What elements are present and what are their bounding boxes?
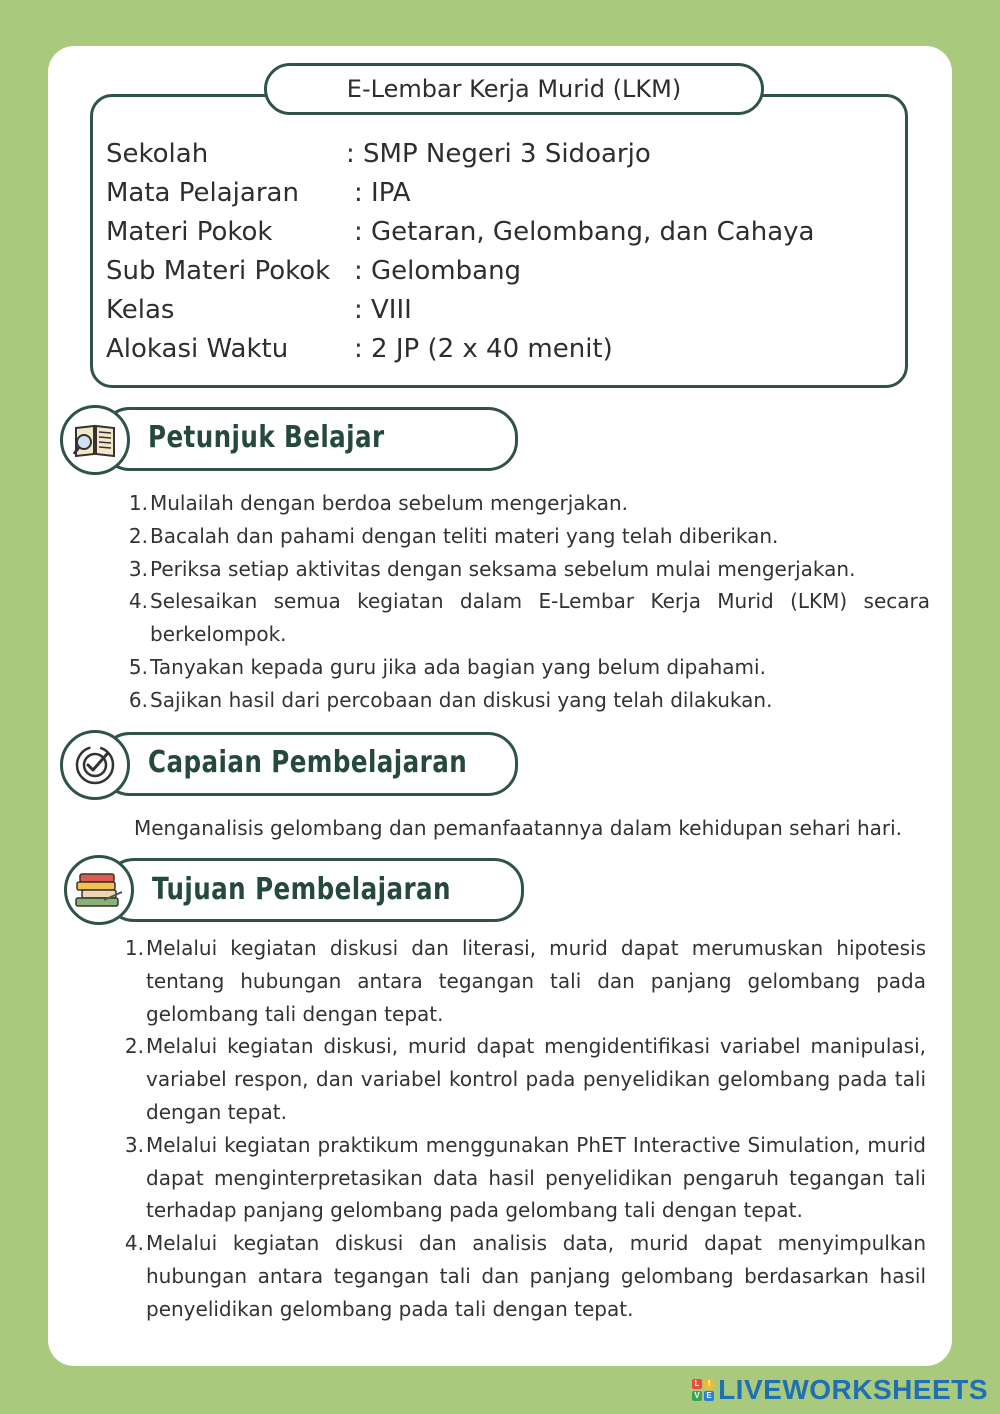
info-value: : 2 JP (2 x 40 menit) — [354, 334, 613, 364]
info-value: : IPA — [354, 178, 411, 208]
tujuan-list — [120, 932, 926, 1326]
capaian-text: Menganalisis gelombang dan pemanfaatannya dalam kehidupan sehari hari. — [134, 816, 903, 840]
logo-letter-l: L — [692, 1379, 702, 1389]
list-item-text: Bacalah dan pahami dengan teliti materi yang telah diberikan. — [150, 523, 779, 548]
info-value: : VIII — [354, 295, 412, 325]
info-value: : Gelombang — [354, 256, 522, 286]
list-item-number: 5. — [128, 654, 148, 679]
list-item — [124, 553, 930, 586]
info-row-kelas — [106, 292, 886, 331]
liveworksheets-brand[interactable] — [692, 1374, 988, 1406]
list-item-number: 1. — [124, 936, 144, 960]
list-item-text: Melalui kegiatan praktikum menggunakan PhET Interactive Simulation, murid dapat menginterpretasikan data hasil penyelidikan pengaruh tegangan tali terhadap panjang gelombang pada gelombang tali dengan tepat. — [146, 1132, 926, 1223]
list-item-text: Periksa setiap aktivitas dengan seksama sebelum mulai mengerjakan. — [150, 556, 856, 581]
worksheet-title — [264, 63, 764, 115]
logo-letter-e: E — [704, 1391, 714, 1401]
petunjuk-icon-circle — [60, 405, 130, 475]
info-row-sekolah — [106, 136, 886, 175]
list-item-number: 3. — [124, 1132, 144, 1157]
petunjuk-title: Petunjuk Belajar — [148, 420, 385, 455]
target-check-icon — [73, 743, 117, 787]
list-item-number: 2. — [124, 1034, 144, 1059]
info-label: Kelas — [106, 295, 175, 325]
info-row-sub-materi-pokok — [106, 253, 886, 292]
list-item-text: Sajikan hasil dari percobaan dan diskusi yang telah dilakukan. — [150, 687, 773, 712]
list-item-text: Selesaikan semua kegiatan dalam E-Lembar Kerja Murid (LKM) secara berkelompok. — [150, 589, 930, 647]
info-row-mata-pelajaran — [106, 175, 886, 214]
list-item-text: Melalui kegiatan diskusi, murid dapat mengidentifikasi variabel manipulasi, variabel respon, dan variabel kontrol pada penyelidikan gelombang pada tali dengan tepat. — [146, 1034, 926, 1124]
liveworksheets-logo-icon — [692, 1379, 714, 1401]
list-item — [124, 585, 930, 651]
list-item — [120, 932, 926, 1030]
list-item-number: 6. — [128, 687, 148, 712]
info-label: Mata Pelajaran — [106, 178, 299, 208]
worksheet-title-text: E-Lembar Kerja Murid (LKM) — [346, 75, 682, 103]
info-label: Alokasi Waktu — [106, 334, 289, 364]
list-item-number: 3. — [128, 556, 148, 581]
list-item-text: Tanyakan kepada guru jika ada bagian yang belum dipahami. — [150, 654, 766, 679]
list-item-number: 2. — [128, 523, 148, 548]
list-item — [120, 1129, 926, 1227]
info-value: : Getaran, Gelombang, dan Cahaya — [354, 217, 815, 247]
list-item-text: Melalui kegiatan diskusi dan literasi, murid dapat merumuskan hipotesis tentang hubungan antara tegangan tali dan panjang gelombang pada gelombang tali dengan tepat. — [146, 936, 926, 1026]
list-item-number: 4. — [128, 589, 148, 614]
list-item — [124, 520, 930, 553]
petunjuk-list — [124, 487, 930, 717]
tujuan-icon-circle — [64, 855, 134, 925]
list-item-text: Mulailah dengan berdoa sebelum mengerjakan. — [150, 491, 629, 515]
info-label: Sekolah — [106, 139, 209, 169]
list-item — [120, 1227, 926, 1325]
list-item — [124, 651, 930, 684]
list-item — [120, 1030, 926, 1128]
list-item-text: Melalui kegiatan diskusi dan analisis data, murid dapat menyimpulkan hubungan antara tegangan tali dan panjang gelombang berdasarkan hasil penyelidikan gelombang pada tali dengan tepat. — [146, 1231, 926, 1321]
tujuan-title: Tujuan Pembelajaran — [152, 872, 451, 907]
info-row-alokasi-waktu — [106, 331, 886, 370]
logo-letter-v: V — [692, 1391, 702, 1401]
info-value: : SMP Negeri 3 Sidoarjo — [346, 139, 651, 169]
list-item-number: 1. — [128, 491, 148, 515]
list-item — [124, 487, 930, 520]
info-label: Materi Pokok — [106, 217, 273, 247]
info-label: Sub Materi Pokok — [106, 256, 331, 286]
list-item — [124, 684, 930, 717]
book-magnifier-icon — [72, 420, 118, 460]
info-rows — [106, 136, 886, 370]
capaian-title: Capaian Pembelajaran — [148, 745, 468, 780]
logo-letter-i: I — [704, 1379, 714, 1389]
books-stack-icon — [74, 870, 124, 910]
list-item-number: 4. — [124, 1231, 144, 1256]
liveworksheets-text: LIVEWORKSHEETS — [718, 1374, 988, 1405]
capaian-icon-circle — [60, 730, 130, 800]
info-row-materi-pokok — [106, 214, 886, 253]
